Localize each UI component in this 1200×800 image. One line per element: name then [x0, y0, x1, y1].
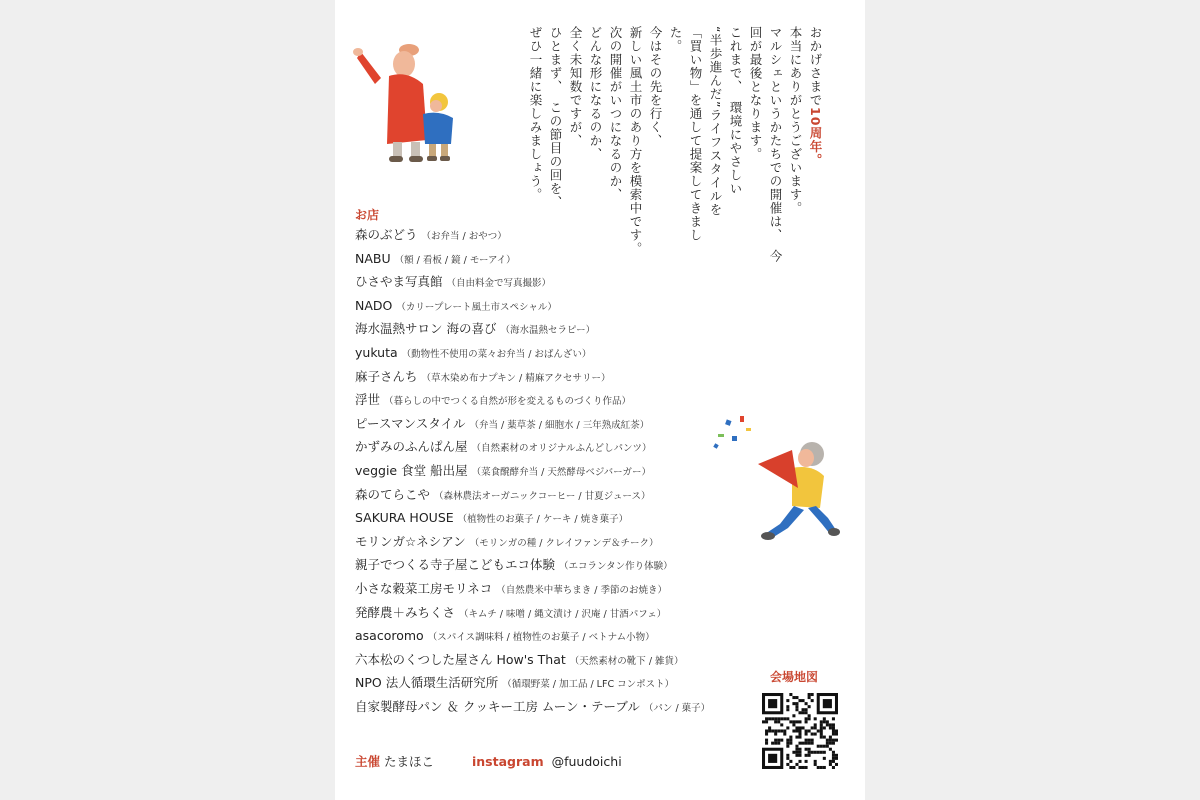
shop-products: （森林農法オーガニックコーヒー / 甘夏ジュース）	[434, 490, 651, 502]
shop-item	[355, 648, 755, 672]
mother-child-illustration	[351, 40, 461, 170]
intro-line-text: 全く未知数ですが、	[568, 26, 583, 148]
shop-item	[355, 671, 755, 695]
shop-name: ピースマンスタイル	[355, 415, 466, 431]
shop-products: （植物性のお菓子 / ケーキ / 焼き菓子）	[457, 514, 629, 526]
shop-item	[355, 530, 755, 554]
shop-products: （草木染め布ナプキン / 精麻アクセサリー）	[421, 372, 611, 384]
shop-products: （動物性不使用の菜々お弁当 / おばんざい）	[401, 348, 592, 360]
flyer	[335, 0, 865, 800]
intro-line-text: ひとまず、 この節目の回を、	[548, 26, 563, 209]
anniversary-highlight: 10周年。	[808, 107, 823, 167]
shop-name: 森のてらこや	[355, 486, 431, 502]
instagram-handle: @fuudoichi	[551, 754, 622, 769]
shop-name: 森のぶどう	[355, 227, 418, 242]
shop-name: 麻子さんち	[355, 368, 418, 384]
shop-item	[355, 553, 755, 577]
shop-name: 自家製酵母パン ＆ クッキー工房 ムーン・テーブル	[355, 698, 640, 714]
shop-item	[355, 601, 755, 625]
shop-item	[355, 435, 755, 459]
shop-item	[355, 365, 755, 389]
shop-products: （お弁当 / おやつ）	[421, 231, 507, 242]
shop-products: （循環野菜 / 加工品 / LFC コンポスト）	[502, 679, 675, 691]
shop-products: （パン / 菓子）	[643, 702, 711, 714]
shop-name: yukuta	[355, 344, 398, 360]
shop-item	[355, 483, 755, 507]
host-name: たまほこ	[384, 754, 435, 769]
shop-products: （スパイス調味料 / 植物性のお菓子 / ベトナム小物）	[427, 632, 655, 644]
shop-products: （モリンガの種 / クレイファンデ＆チーク）	[469, 537, 659, 549]
shop-name: かずみのふんぱん屋	[355, 439, 468, 455]
shop-products: （天然素材の靴下 / 雑貨）	[569, 655, 684, 667]
shop-products: （自然素材のオリジナルふんどしパンツ）	[471, 443, 652, 455]
shop-name: 親子でつくる寺子屋こどもエコ体験	[355, 557, 556, 573]
shop-products: （額 / 看板 / 鏡 / モーアイ）	[394, 254, 516, 266]
shop-name: 海水温熱サロン 海の喜び	[355, 321, 497, 337]
intro-line	[785, 26, 805, 266]
shop-item	[355, 223, 755, 247]
intro-line-text: 本当にありがとうございます。	[788, 26, 803, 215]
shop-item	[355, 459, 755, 483]
shops-heading: お店	[355, 208, 380, 222]
shop-item	[355, 247, 755, 271]
shop-name: 発酵農＋みちくさ	[355, 604, 456, 620]
child-figure	[423, 93, 453, 161]
intro-line-text: ぜひ一緒に楽しみましょう。	[528, 26, 543, 202]
intro-line-text: 今はその先を行く、	[648, 26, 663, 148]
host-label: 主催	[355, 754, 381, 769]
organizer	[355, 754, 438, 769]
shop-list	[355, 223, 755, 718]
shop-name: SAKURA HOUSE	[355, 510, 454, 526]
shop-name: 浮世	[355, 392, 381, 408]
shop-item	[355, 506, 755, 530]
shop-products: （エコランタン作り体験）	[559, 561, 673, 573]
shop-name: 小さな穀菜工房モリネコ	[355, 580, 493, 596]
shop-item	[355, 294, 755, 318]
intro-line-text: 新しい風土市のあり方を模索中です。	[628, 26, 643, 256]
shop-name: ひさやま写真館	[355, 274, 443, 290]
shop-item	[355, 270, 755, 294]
shop-name: 六本松のくつした屋さん How's That	[355, 651, 566, 667]
shop-item	[355, 577, 755, 601]
intro-line-text: おかげさまで	[808, 26, 823, 107]
shop-products: （弁当 / 薬草茶 / 細胞水 / 三年熟成紅茶）	[469, 419, 650, 431]
footer	[355, 752, 622, 770]
shop-products: （キムチ / 味噌 / 縄文漬け / 沢庵 / 甘酒パフェ）	[459, 608, 667, 620]
runner-figure	[758, 442, 840, 540]
shop-products: （自然農米中華ちまき / 季節のお焼き）	[496, 584, 668, 596]
shop-name: NABU	[355, 250, 391, 266]
intro-line	[805, 26, 825, 266]
shop-name: veggie 食堂 船出屋	[355, 462, 468, 478]
venue-map-qr-code[interactable]	[762, 693, 838, 769]
shop-item	[355, 388, 755, 412]
mother-figure	[353, 44, 427, 162]
shop-item	[355, 341, 755, 365]
intro-line-text: どんな形になるのか、	[588, 26, 603, 161]
shop-item	[355, 317, 755, 341]
shop-item	[355, 412, 755, 436]
shop-products: （カリープレート風土市スペシャル）	[396, 301, 557, 313]
shop-products: （菜食醗酵弁当 / 天然酵母ベジバーガー）	[471, 466, 651, 478]
venue-map-label: 会場地図	[770, 670, 819, 684]
shop-item	[355, 624, 755, 648]
shop-products: （海水温熱セラピー）	[500, 325, 596, 337]
intro-line-text: これまで、 環境にやさしい	[728, 26, 743, 196]
intro-line-text: “半歩進んだ”ライフスタイルを	[708, 26, 723, 217]
shop-products: （自由料金で写真撮影）	[446, 278, 552, 290]
shop-name: asacoromo	[355, 628, 424, 644]
shop-name: NADO	[355, 297, 393, 313]
shop-products: （暮らしの中でつくる自然が形を変えるものづくり作品）	[384, 396, 632, 408]
shop-name: モリンガ☆ネシアン	[355, 533, 466, 549]
shop-name: NPO 法人循環生活研究所	[355, 675, 499, 691]
shop-item	[355, 695, 755, 719]
intro-line-text: マルシェというかたちでの開催は、 今回が最後となります。	[748, 26, 783, 263]
intro-line-text: 次の開催がいつになるのか、	[608, 26, 623, 202]
instagram-label: instagram	[472, 754, 544, 769]
instagram-link[interactable]	[472, 754, 622, 769]
intro-line-text: 「買い物」を通して提案してきました。	[668, 26, 703, 242]
